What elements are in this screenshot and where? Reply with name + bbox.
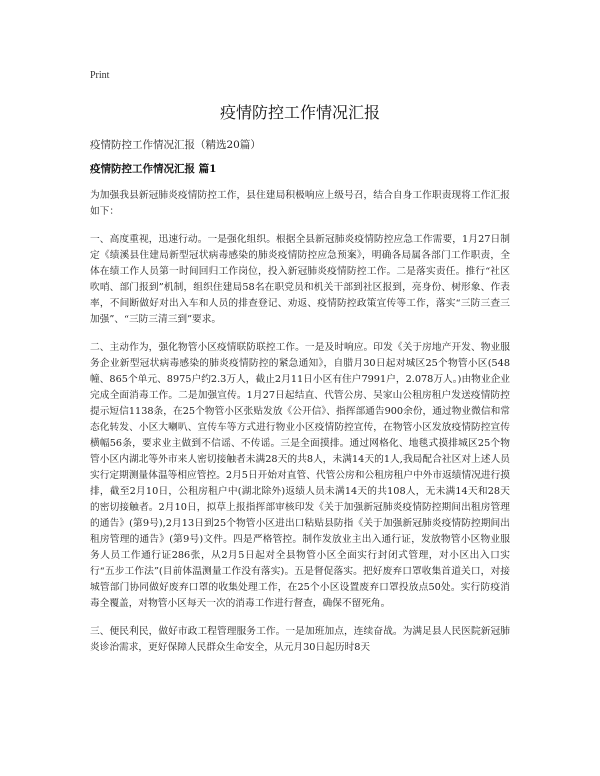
body-paragraph: 一、高度重视，迅速行动。一是强化组织。根据全县新冠肺炎疫情防控应急工作需要，1月27日制定《绩溪县住建局新型冠状病毒感染的肺炎疫情防控应急预案》，明确各局属各部门工作职责，全体在绩工作人员第一时间回归工作岗位，投入新冠肺炎疫情防控工作。二是落实责任。推行“社区吹哨、部门报到”机制，组织住建局58名在职党员和机关干部到社区报到，亮身份、树形象、作表率，不间断做好对出入车和人员的排查登记、劝返、疫情防控政策宣传等工作，落实“三防三查三加强”、“三防三清三到”要求。 bbox=[90, 234, 510, 325]
body-paragraph: 三、便民利民，做好市政工程管理服务工作。一是加班加点，连续奋战。为满足县人民医院新冠肺炎诊治需求，更好保障人民群众生命安全，从元月30日起历时8天 bbox=[90, 626, 510, 653]
body-paragraph: 为加强我县新冠肺炎疫情防控工作，县住建局积极响应上级号召，结合自身工作职责现将工作汇报如下： bbox=[90, 190, 510, 217]
print-link[interactable]: Print bbox=[90, 70, 110, 81]
section-heading: 疫情防控工作情况汇报 篇1 bbox=[90, 163, 217, 175]
document-subtitle: 疫情防控工作情况汇报（精选20篇） bbox=[90, 139, 261, 151]
body-paragraph: 二、主动作为，强化物管小区疫情联防联控工作。一是及时响应。印发《关于房地产开发、物业服务企业新型冠状病毒感染的肺炎疫情防控的紧急通知》，自腊月30日起对城区25个物管小区(548幢、865个单元、8975户约2.3万人，截止2月11日小区有住户7991户，2.078万人。)由物业企业完成全面消毒工作。二是加强宣传。1月27日起结直、代管公房、吴家山公租房租户发送疫情防控提示短信1138条，在25个物管小区张贴发放《公开信》、指挥部通告900余份，通过物业微信和常态化转发、小区大喇叭、宣传车等方式进行物业小区疫情防控宣传，在物管小区发放疫情防控宣传横幅56条，要求业主做到不信谣、不传谣。三是全面摸排。通过网格化、地毯式摸排城区25个物管小区内湖北等外市来人密切接触者未满28天的共8人，未满14天的1人,我局配合社区对上述人员实行定期测量体温等相应管控。2月5日开始对直管、代管公房和公租房租户中外市返绩情况进行摸排，截至2月10日，公租房租户中(湖北除外)返绩人员未满14天的共108人，无未满14天和28天的密切接触者。2月10日，拟草上报指挥部审核印发《关于加强新冠肺炎疫情防控期间出租房管理的通告》(第9号),2月13日到25个物管小区进出口粘贴县防指《关于加强新冠肺炎疫情防控期间出租房管理的通告》(第9号)文件。四是严格管控。制作发放业主出入通行证，发放物管小区物业服务人员工作通行证286张，从2月5日起对全县物管小区全面实行封闭式管理，对小区出入口实行“五步工作法”(目前体温测量工作没有落实)。五是督促落实。把好废弃口罩收集首道关口，对接城管部门协同做好废弃口罩的收集处理工作，在25个小区设置废弃口罩投放点50处。实行防疫消毒全覆盖，对物管小区每天一次的消毒工作进行督查，确保不留死角。 bbox=[90, 342, 510, 609]
document-body bbox=[90, 188, 510, 668]
document-title: 疫情防控工作情况汇报 bbox=[219, 103, 380, 122]
